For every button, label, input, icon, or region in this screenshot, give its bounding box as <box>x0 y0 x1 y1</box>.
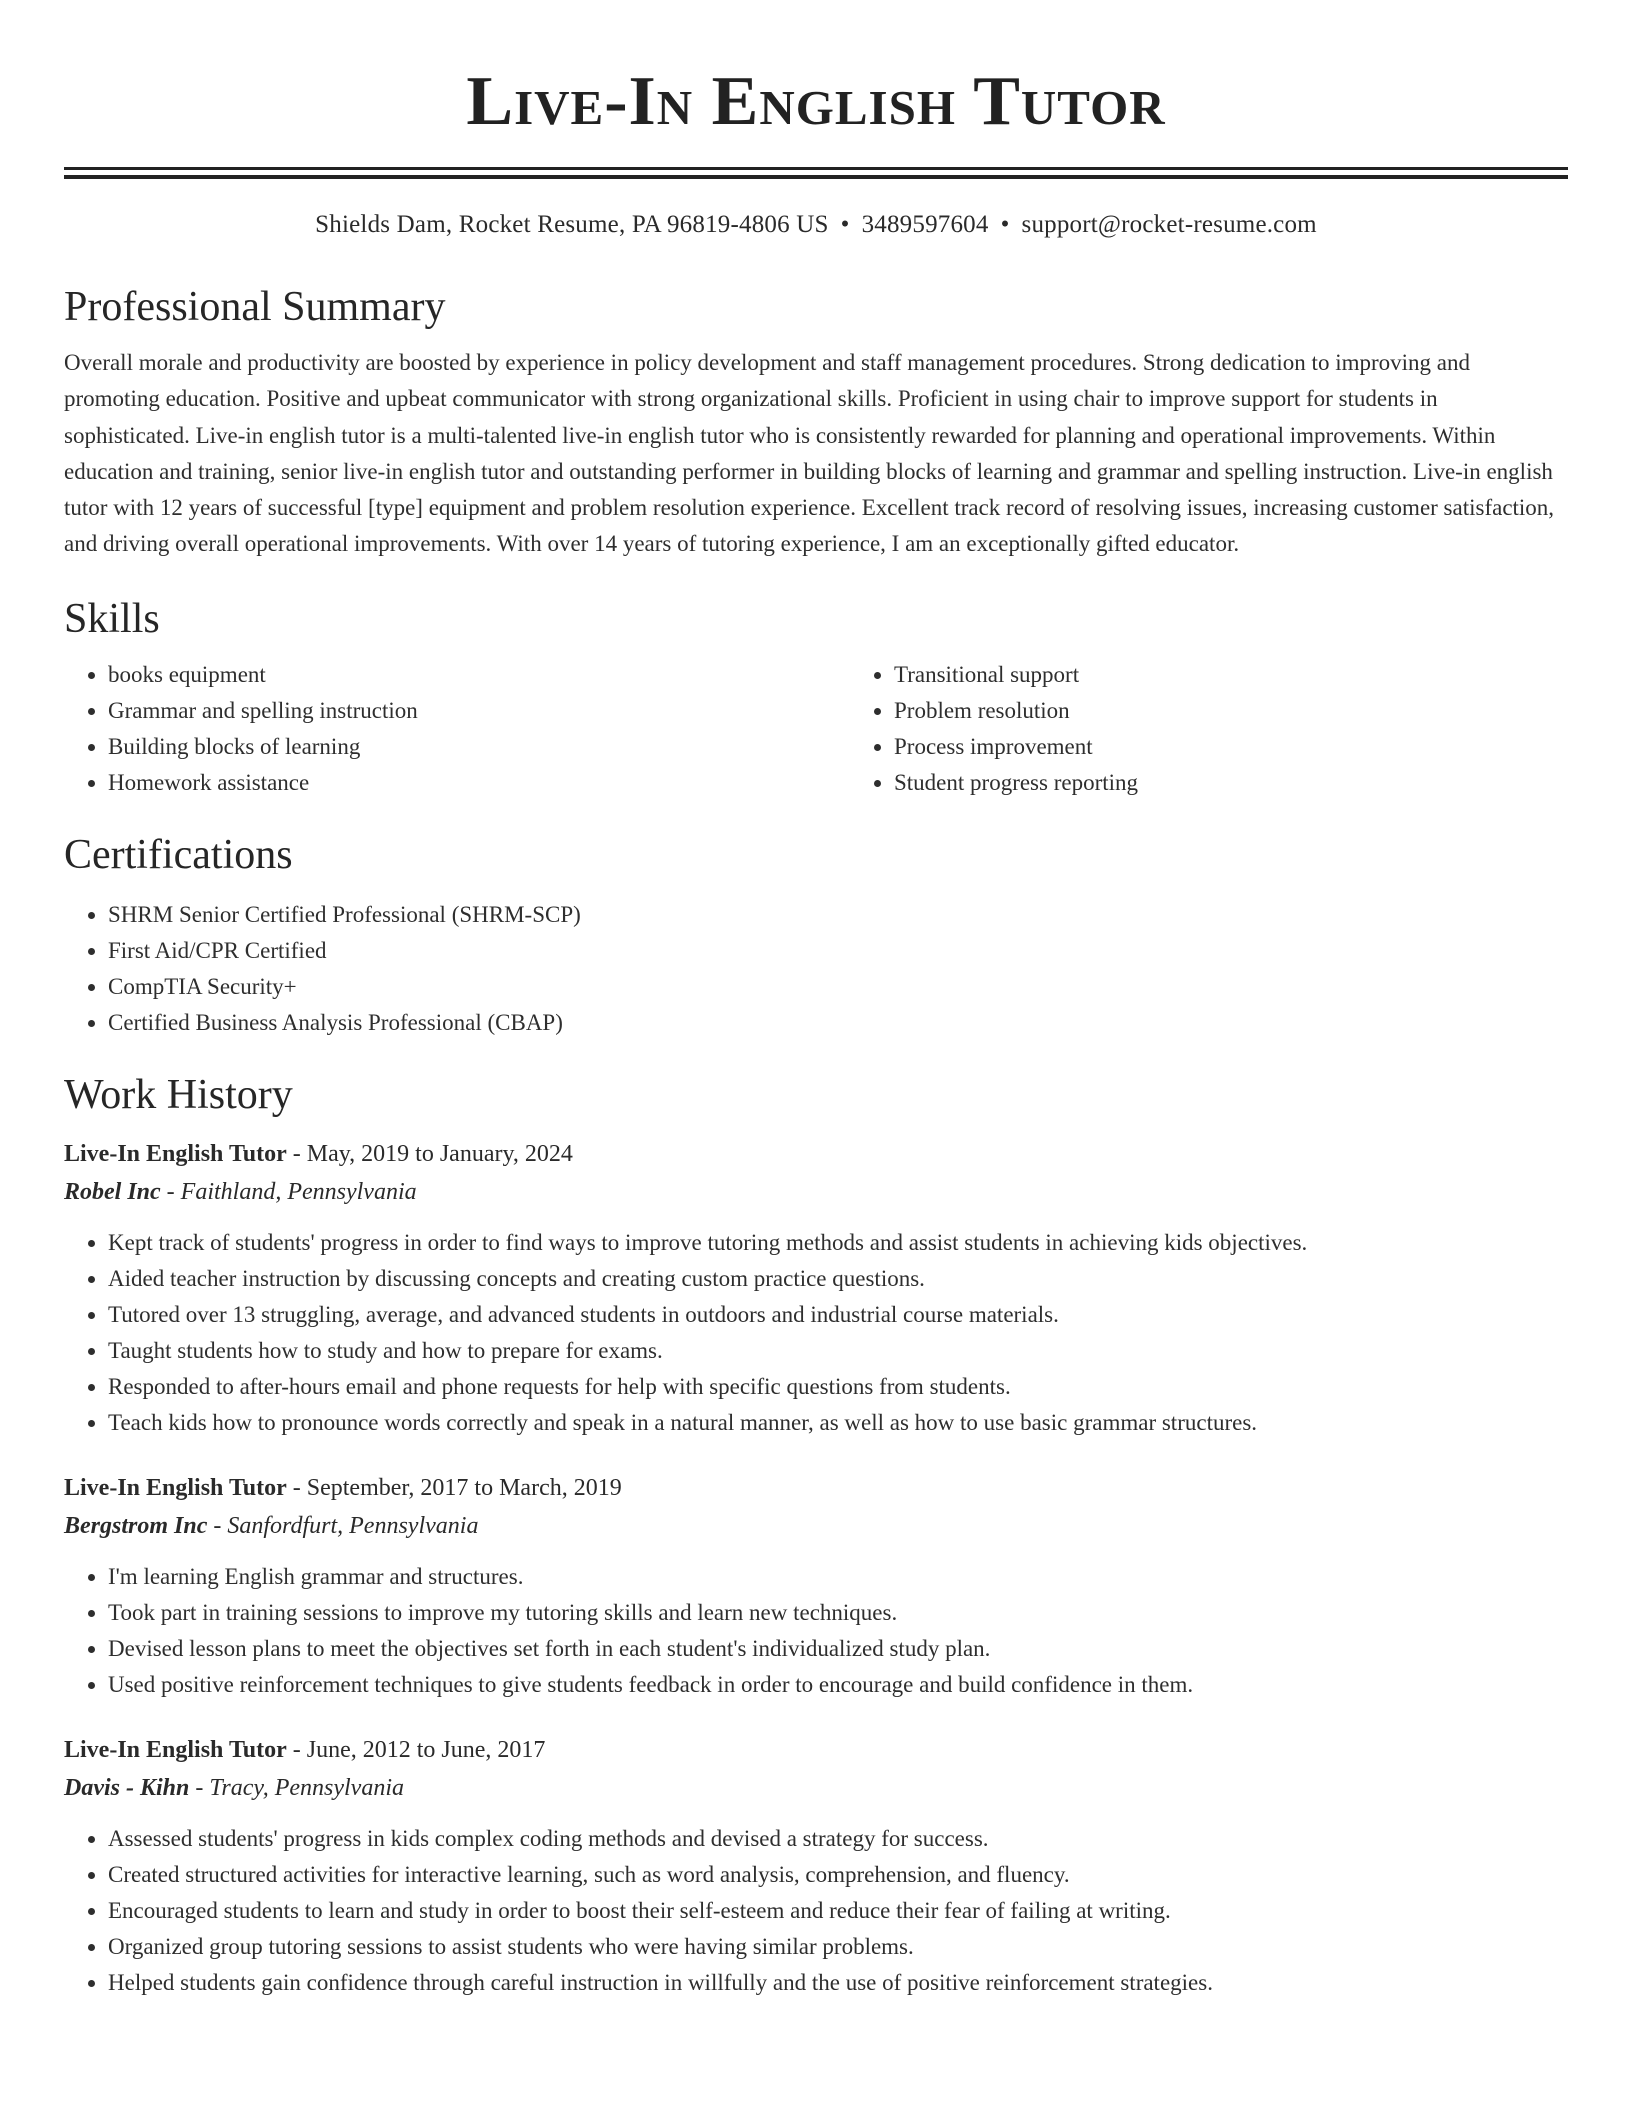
job-title-line <box>64 1469 1568 1507</box>
job-bullet: • Used positive reinforcement techniques to give students feedback in order to encourage and build confidence in them. <box>108 1667 1568 1703</box>
job-title: Live-In English Tutor <box>64 1140 287 1167</box>
header-rule-top <box>64 167 1568 170</box>
job-location: - Tracy, Pennsylvania <box>189 1774 404 1801</box>
skill-item: • Student progress reporting <box>894 765 1138 801</box>
job-bullet: • Devised lesson plans to meet the objectives set forth in each student's individualized study plan. <box>108 1631 1568 1667</box>
job-company: Robel Inc <box>64 1178 161 1205</box>
resume-name: Live-In English Tutor <box>466 63 1166 140</box>
job-company: Davis - Kihn <box>64 1774 190 1801</box>
job-entry <box>64 1135 1568 1441</box>
job-bullet: • Created structured activities for interactive learning, such as word analysis, comprehension, and fluency. <box>108 1857 1568 1893</box>
certification-item: • CompTIA Security+ <box>108 969 1568 1005</box>
section-heading-work-history: Work History <box>64 1071 293 1118</box>
job-bullet: • Encouraged students to learn and study in order to boost their self-esteem and reduce their fear of failing at writing. <box>108 1893 1568 1929</box>
job-bullets <box>64 1559 1568 1703</box>
job-title-line <box>64 1135 1568 1173</box>
job-company-line <box>64 1507 1568 1545</box>
job-dates: - June, 2012 to June, 2017 <box>286 1736 546 1763</box>
job-bullet: • Tutored over 13 struggling, average, and advanced students in outdoors and industrial course materials. <box>108 1297 1568 1333</box>
contact-separator: • <box>840 211 850 238</box>
job-bullet: • Assessed students' progress in kids complex coding methods and devised a strategy for success. <box>108 1821 1568 1857</box>
skill-item: • Homework assistance <box>108 765 850 801</box>
job-company-line <box>64 1769 1568 1807</box>
skill-item: • Building blocks of learning <box>108 729 850 765</box>
job-bullet: • Helped students gain confidence through careful instruction in willfully and the use of positive reinforcement strategies. <box>108 1965 1568 2001</box>
certification-item: • SHRM Senior Certified Professional (SHRM-SCP) <box>108 897 1568 933</box>
job-entry <box>64 1469 1568 1703</box>
job-bullet: • Aided teacher instruction by discussing concepts and creating custom practice questions. <box>108 1261 1568 1297</box>
section-heading-certifications: Certifications <box>64 831 293 878</box>
skill-item: • Grammar and spelling instruction <box>108 693 850 729</box>
certification-item: • Certified Business Analysis Professional (CBAP) <box>108 1005 1568 1041</box>
header-rule-bottom <box>64 175 1568 179</box>
skills-columns <box>64 657 1568 801</box>
job-bullets <box>64 1225 1568 1441</box>
section-heading-summary: Professional Summary <box>64 284 446 330</box>
job-bullet: • Teach kids how to pronounce words correctly and speak in a natural manner, as well as how to use basic grammar structures. <box>108 1405 1568 1441</box>
job-location: - Sanfordfurt, Pennsylvania <box>207 1512 479 1539</box>
contact-separator: • <box>1000 211 1010 238</box>
skill-item: • books equipment <box>108 657 850 693</box>
job-bullets <box>64 1821 1568 2001</box>
job-bullet: • Organized group tutoring sessions to assist students who were having similar problems. <box>108 1929 1568 1965</box>
job-bullet: • Kept track of students' progress in order to find ways to improve tutoring methods and assist students in achieving kids objectives. <box>108 1225 1568 1261</box>
job-dates: - September, 2017 to March, 2019 <box>286 1474 622 1501</box>
skills-list-right <box>850 657 1138 801</box>
job-title: Live-In English Tutor <box>64 1736 287 1763</box>
job-bullet: • I'm learning English grammar and structures. <box>108 1559 1568 1595</box>
job-title-line <box>64 1731 1568 1769</box>
job-entry <box>64 1731 1568 2001</box>
contact-phone: 3489597604 <box>861 211 989 238</box>
job-bullet: • Took part in training sessions to improve my tutoring skills and learn new techniques. <box>108 1595 1568 1631</box>
skill-item: • Process improvement <box>894 729 1138 765</box>
certifications-list <box>64 897 1568 1041</box>
job-company-line <box>64 1173 1568 1211</box>
skill-item: • Problem resolution <box>894 693 1138 729</box>
section-heading-skills: Skills <box>64 595 160 642</box>
job-dates: - May, 2019 to January, 2024 <box>286 1140 573 1167</box>
certification-item: • First Aid/CPR Certified <box>108 933 1568 969</box>
job-company: Bergstrom Inc <box>64 1512 208 1539</box>
skills-list-left <box>64 657 850 801</box>
skill-item: • Transitional support <box>894 657 1138 693</box>
job-bullet: • Responded to after-hours email and phone requests for help with specific questions from students. <box>108 1369 1568 1405</box>
contact-email: support@rocket-resume.com <box>1021 211 1317 238</box>
job-bullet: • Taught students how to study and how to prepare for exams. <box>108 1333 1568 1369</box>
job-title: Live-In English Tutor <box>64 1474 287 1501</box>
job-location: - Faithland, Pennsylvania <box>160 1178 417 1205</box>
summary-paragraph: Overall morale and productivity are boosted by experience in policy development and staff management procedures. Strong dedication to improving and promoting education. Positive and upbeat communicator with strong organizational skills. Proficient in using chair to improve support for students in sophisticated. Live-in english tutor is a multi-talented live-in english tutor who is consistently rewarded for planning and operational improvements. Within education and training, senior live-in english tutor and outstanding performer in building blocks of learning and grammar and spelling instruction. Live-in english tutor with 12 years of successful [type] equipment and problem resolution experience. Excellent track record of resolving issues, increasing customer satisfaction, and driving overall operational improvements. With over 14 years of tutoring experience, I am an exceptionally gifted educator. <box>64 350 1555 557</box>
contact-line <box>64 209 1568 241</box>
contact-address: Shields Dam, Rocket Resume, PA 96819-4806 US <box>315 211 829 238</box>
